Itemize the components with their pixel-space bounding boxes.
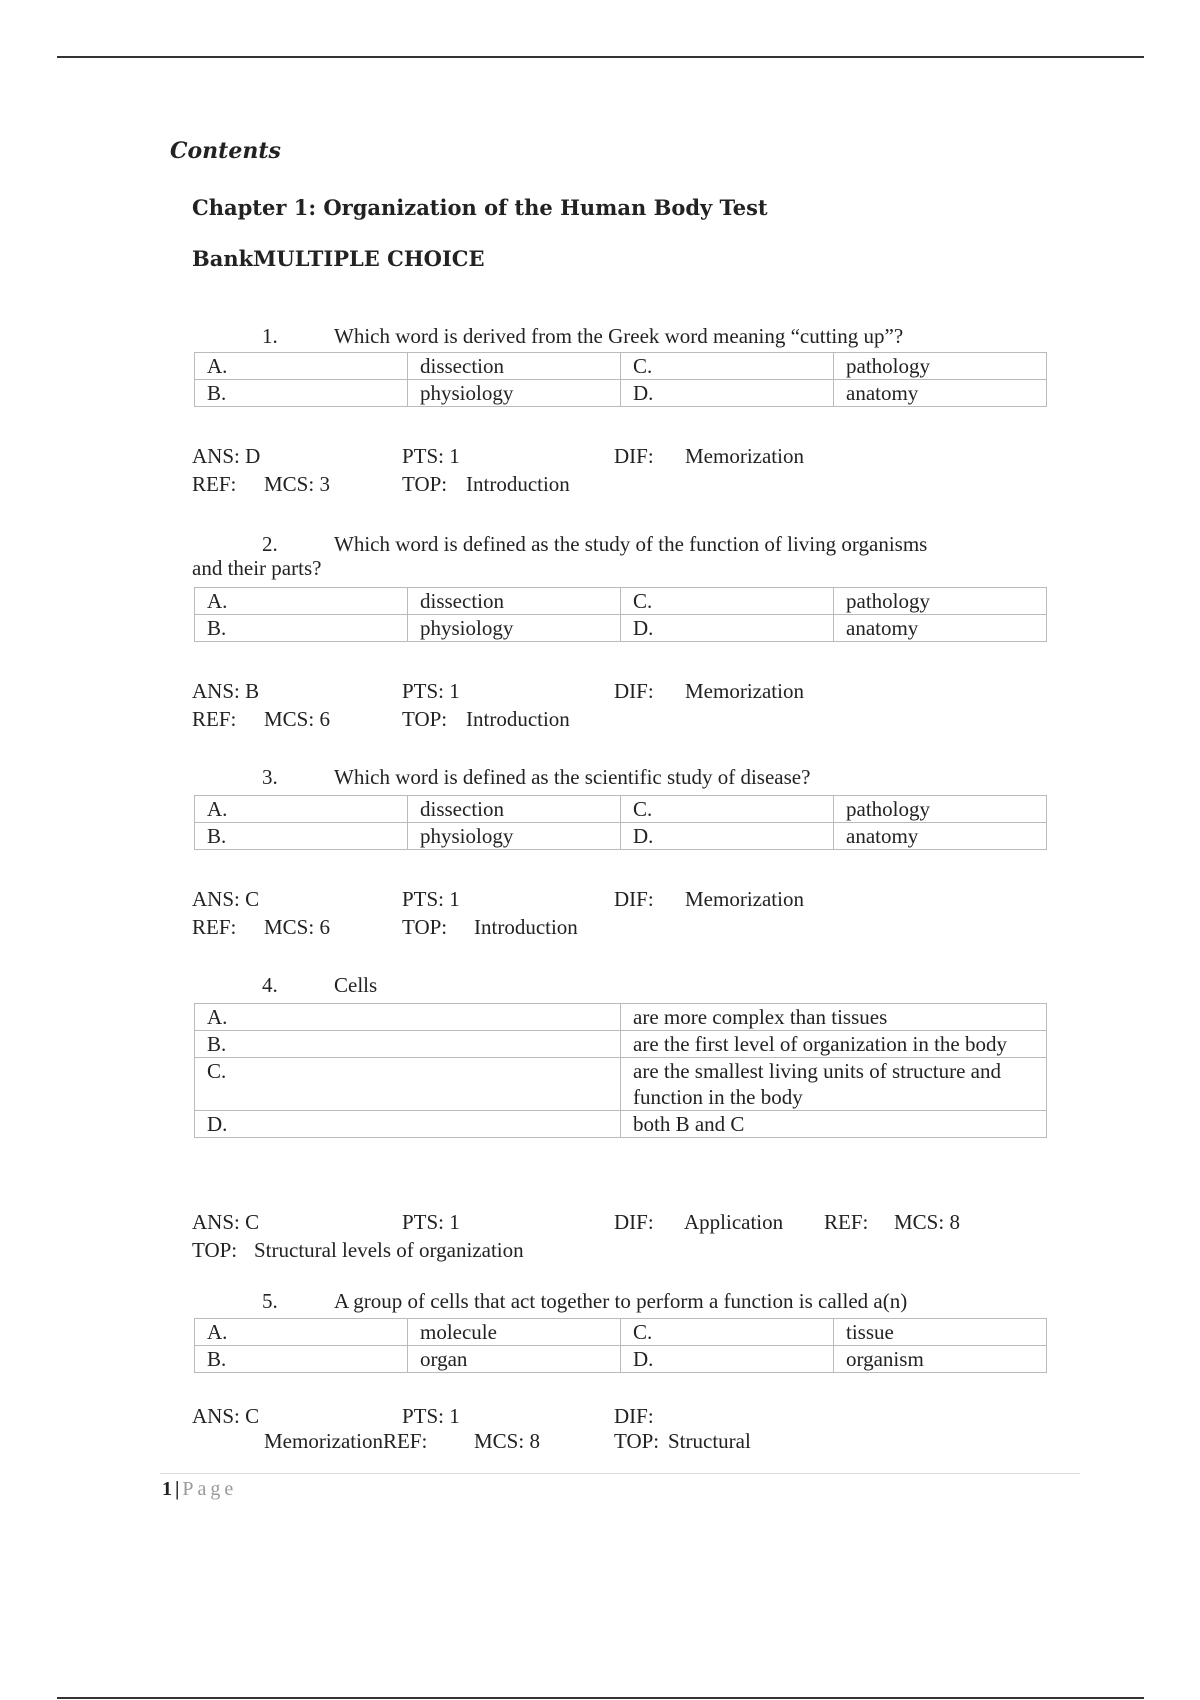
reference-value: MCS: 6	[264, 915, 330, 939]
question-2	[192, 531, 1052, 580]
option-letter: A.	[195, 1319, 408, 1346]
option-text: dissection	[408, 353, 621, 380]
option-text: anatomy	[834, 380, 1047, 407]
question-5	[192, 1288, 1052, 1315]
option-text: molecule	[408, 1319, 621, 1346]
difficulty-value: Memorization	[685, 679, 804, 703]
difficulty-label: DIF:	[614, 679, 654, 703]
option-text: physiology	[408, 615, 621, 642]
answer-meta-2	[192, 677, 1092, 733]
answer-meta-3	[192, 885, 1092, 941]
options-table-1	[194, 352, 1047, 407]
topic-value: Introduction	[474, 915, 578, 939]
option-text: anatomy	[834, 615, 1047, 642]
option-text: organ	[408, 1346, 621, 1373]
points: PTS: 1	[402, 679, 460, 703]
option-letter: C.	[621, 353, 834, 380]
options-table-5	[194, 1318, 1047, 1373]
options-row	[195, 1319, 1047, 1346]
topic-value: Structural	[668, 1429, 751, 1453]
question-number: 5.	[262, 1289, 278, 1313]
chapter-heading: Chapter 1: Organization of the Human Body Test	[192, 195, 768, 220]
option-letter: B.	[195, 615, 408, 642]
points: PTS: 1	[402, 887, 460, 911]
difficulty-label: DIF:	[614, 1404, 654, 1428]
options-row	[195, 1111, 1047, 1138]
points: PTS: 1	[402, 1210, 460, 1234]
option-letter: D.	[621, 823, 834, 850]
option-text: dissection	[408, 588, 621, 615]
question-text: A group of cells that act together to perform a function is called a(n)	[334, 1289, 908, 1313]
answer-meta-1	[192, 442, 1092, 498]
option-letter: D.	[621, 380, 834, 407]
options-row	[195, 1058, 1047, 1111]
question-number: 3.	[262, 765, 278, 789]
option-letter: C.	[621, 588, 834, 615]
footer-rule	[160, 1473, 1080, 1474]
option-letter: A.	[195, 1004, 621, 1031]
option-letter: C.	[195, 1058, 621, 1111]
points: PTS: 1	[402, 1404, 460, 1428]
question-text: Which word is defined as the study of the function of living organisms	[334, 532, 928, 556]
answer-meta-4	[192, 1208, 1092, 1264]
difficulty-label: DIF:	[614, 1210, 654, 1234]
section-heading: BankMULTIPLE CHOICE	[192, 246, 485, 271]
reference-label: REF:	[192, 915, 237, 939]
answer: ANS: D	[192, 444, 261, 468]
option-text: dissection	[408, 796, 621, 823]
option-letter: A.	[195, 353, 408, 380]
options-row	[195, 615, 1047, 642]
top-rule	[57, 56, 1144, 58]
answer: ANS: B	[192, 679, 260, 703]
options-row	[195, 380, 1047, 407]
options-row	[195, 823, 1047, 850]
difficulty-label: DIF:	[614, 444, 654, 468]
reference-value: MCS: 3	[264, 472, 330, 496]
option-text: pathology	[834, 796, 1047, 823]
contents-title: Contents	[170, 138, 281, 164]
option-text: pathology	[834, 588, 1047, 615]
topic-label: TOP:	[402, 472, 448, 496]
options-row	[195, 1031, 1047, 1058]
topic-value: Introduction	[466, 707, 570, 731]
option-letter: B.	[195, 1346, 408, 1373]
answer: ANS: C	[192, 1210, 260, 1234]
question-text: Which word is derived from the Greek word meaning “cutting up”?	[334, 324, 904, 348]
option-letter: B.	[195, 823, 408, 850]
options-table-3	[194, 795, 1047, 850]
options-row	[195, 1346, 1047, 1373]
reference-value: MCS: 8	[474, 1429, 540, 1453]
question-number: 1.	[262, 324, 278, 348]
points: PTS: 1	[402, 444, 460, 468]
option-letter: B.	[195, 1031, 621, 1058]
option-text: are more complex than tissues	[621, 1004, 1047, 1031]
reference-value: MCS: 8	[894, 1210, 960, 1234]
topic-label: TOP:	[614, 1429, 660, 1453]
reference-label: REF:	[192, 472, 237, 496]
difficulty-value: Application	[684, 1210, 784, 1234]
reference-label: REF:	[824, 1210, 869, 1234]
options-row	[195, 1004, 1047, 1031]
option-text: are the first level of organization in the body	[621, 1031, 1047, 1058]
footer-separator: |	[175, 1478, 180, 1500]
option-text: are the smallest living units of structure and function in the body	[621, 1058, 1047, 1111]
answer: ANS: C	[192, 1404, 260, 1428]
topic-value: Structural levels of organization	[254, 1238, 524, 1262]
option-text: physiology	[408, 380, 621, 407]
page-number: 1	[162, 1478, 172, 1500]
question-number: 2.	[262, 532, 278, 556]
difficulty-value: Memorization	[685, 444, 804, 468]
option-text: pathology	[834, 353, 1047, 380]
topic-value: Introduction	[466, 472, 570, 496]
options-row	[195, 796, 1047, 823]
option-letter: B.	[195, 380, 408, 407]
answer-meta-5	[192, 1404, 1092, 1454]
question-4	[192, 972, 1052, 999]
answer: ANS: C	[192, 887, 260, 911]
question-text: Which word is defined as the scientific study of disease?	[334, 765, 811, 789]
option-letter: D.	[621, 615, 834, 642]
page-footer	[162, 1478, 237, 1501]
options-table-2	[194, 587, 1047, 642]
option-text: both B and C	[621, 1111, 1047, 1138]
option-text: physiology	[408, 823, 621, 850]
option-letter: C.	[621, 1319, 834, 1346]
question-text: Cells	[334, 973, 378, 997]
option-letter: A.	[195, 796, 408, 823]
topic-label: TOP:	[402, 915, 448, 939]
option-text: anatomy	[834, 823, 1047, 850]
option-letter: D.	[621, 1346, 834, 1373]
difficulty-value: Memorization	[685, 887, 804, 911]
question-text-continued: and their parts?	[192, 556, 322, 580]
options-table-4	[194, 1003, 1047, 1138]
reference-label: REF:	[192, 707, 237, 731]
bottom-rule	[57, 1697, 1144, 1699]
options-row	[195, 588, 1047, 615]
reference-value: MCS: 6	[264, 707, 330, 731]
question-1	[192, 323, 1052, 350]
topic-label: TOP:	[402, 707, 448, 731]
option-text: tissue	[834, 1319, 1047, 1346]
difficulty-value: MemorizationREF:	[264, 1429, 428, 1453]
option-letter: A.	[195, 588, 408, 615]
page-label: Page	[182, 1478, 238, 1500]
option-letter: C.	[621, 796, 834, 823]
options-row	[195, 353, 1047, 380]
option-text: organism	[834, 1346, 1047, 1373]
question-3	[192, 764, 1052, 791]
question-number: 4.	[262, 973, 278, 997]
option-letter: D.	[195, 1111, 621, 1138]
difficulty-label: DIF:	[614, 887, 654, 911]
topic-label: TOP:	[192, 1238, 238, 1262]
